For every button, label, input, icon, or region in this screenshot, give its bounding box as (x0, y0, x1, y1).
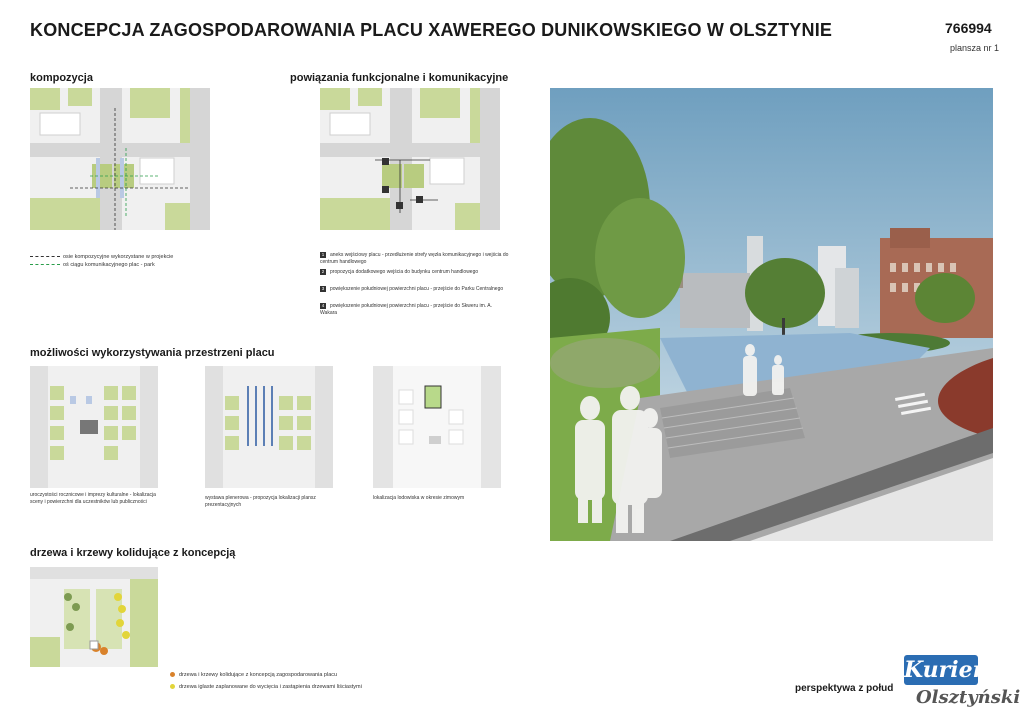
trees-map (30, 567, 158, 667)
connections-note-4: 4 powiększenie południowej powierzchni placu - przejście do Skweru im. A. Wakara (320, 303, 493, 316)
usage-caption-events: uroczystości rocznicowe i imprezy kulturalne - lokalizacja sceny i powierzchni dla uczestników lub publiczności (30, 492, 156, 505)
section-title-usage: możliwości wykorzystywania przestrzeni placu (30, 347, 275, 359)
logo-olsztynski: Olsztyński (916, 687, 1021, 708)
section-title-composition: kompozycja (30, 72, 93, 84)
connections-note-3: 3 powiększenie południowej powierzchni placu - przejście do Parku Centralnego (321, 286, 504, 292)
entry-number: 766994 (945, 20, 992, 36)
usage-map-ice-rink (373, 366, 501, 488)
connections-note-2: 2 propozycja dodatkowego wejścia do budynku centrum handlowego (321, 269, 479, 275)
sheet-label: plansza nr 1 (950, 43, 1000, 53)
usage-map-exhibition (205, 366, 333, 488)
kurier-olsztynski-logo (900, 655, 1022, 715)
perspective-caption: perspektywa z połud (795, 683, 894, 694)
connections-note-1: 1 aneks wejściowy placu - przedłużenie strefy węzła komunikacyjnego i wejścia do centrum handlowego (320, 252, 509, 265)
usage-caption-ice-rink: lokalizacja lodowiska w okresie zimowym (373, 495, 465, 501)
usage-caption-exhibition: wystawa plenerowa - propozycja lokalizacji plansz prezentacyjnych (205, 495, 316, 508)
connections-map (320, 88, 500, 230)
usage-map-events (30, 366, 158, 488)
trees-legend-2: drzewa iglaste zaplanowane do wycięcia i zastąpienia drzewami liściastymi (170, 684, 362, 690)
logo-kurier: Kurier (904, 657, 985, 683)
page-title: KONCEPCJA ZAGOSPODAROWANIA PLACU XAWEREGO DUNIKOWSKIEGO W OLSZTYNIE (30, 20, 833, 40)
trees-legend-1: drzewa i krzewy kolidujące z koncepcją zagospodarowania placu (170, 672, 337, 678)
section-title-connections: powiązania funkcjonalne i komunikacyjne (290, 72, 509, 84)
composition-map (30, 88, 210, 230)
section-title-trees: drzewa i krzewy kolidujące z koncepcją (30, 547, 236, 559)
logo-badge (904, 655, 985, 685)
composition-legend-1: osie kompozycyjne wykorzystane w projekcie (30, 254, 173, 260)
composition-legend-2: oś ciągu komunikacyjnego plac - park (30, 262, 155, 268)
perspective-render (550, 88, 993, 541)
